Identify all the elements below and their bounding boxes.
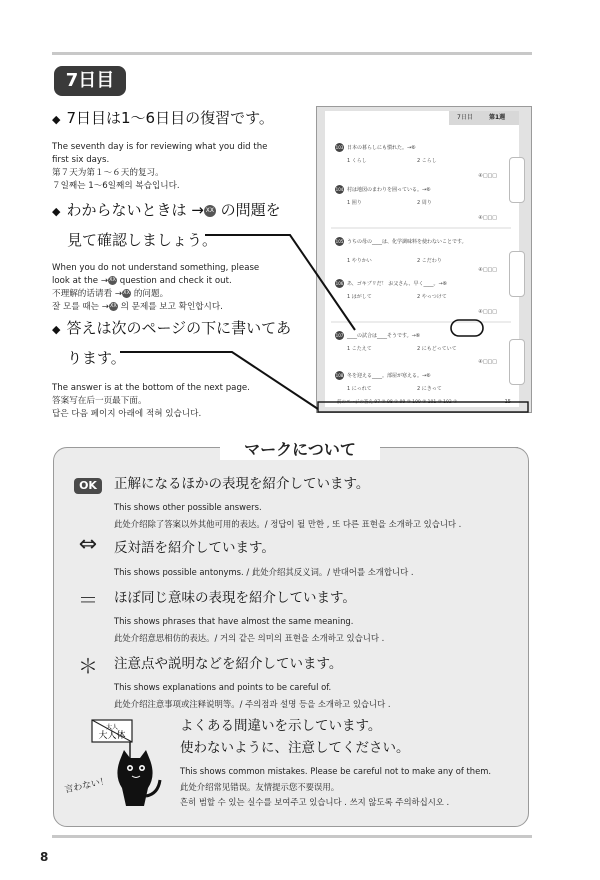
sample-answer-box: ④□□□	[478, 359, 497, 365]
cat-mascot-icon	[86, 716, 166, 812]
sample-page	[325, 111, 519, 407]
mark-zh-ko: 此处介绍除了答案以外其他可用的表达。/ 정답이 될 만한 , 또 다른 표현을 소개하고 있습니다 .	[114, 519, 462, 529]
sample-option: 2 こらし	[417, 158, 437, 164]
sample-question: 105 うちの母の____は、化学調味料を使わないことです。	[335, 239, 467, 245]
top-rule	[52, 52, 532, 55]
sample-question: 103 日本の暮らしにも慣れた。→⑥	[335, 145, 416, 151]
mark-title: 反対語を紹介しています。	[114, 540, 275, 556]
diamond-bullet-icon: ◆	[52, 205, 61, 218]
mark-en: This shows phrases that have almost the same meaning.	[114, 616, 354, 626]
cat-speech: 言わない！	[63, 776, 110, 796]
xx-reference-icon: XX	[204, 205, 216, 217]
mistake-title-2: 使わないように、注意してください。	[180, 740, 410, 756]
sample-side-tab	[509, 251, 525, 297]
ok-icon: OK	[68, 474, 108, 494]
section-answer	[52, 316, 302, 421]
sample-question: 108 冬を迎える____。部屋が寒える。→⑥	[335, 373, 431, 379]
line-en-1: When you do not understand something, please	[52, 263, 260, 273]
section-check-heading: ◆ わからないときは → XX の問題を	[52, 201, 281, 219]
sample-option: 2 やっつけて	[417, 294, 447, 300]
section-answer-heading: ◆ 答えは次のページの下に書いてあ	[52, 319, 292, 337]
sample-option: 1 こたえて	[347, 346, 372, 352]
sample-page-image	[316, 106, 532, 413]
mark-title: 正解になるほかの表現を紹介しています。	[114, 476, 370, 492]
sample-question: 106 あ、ゴキブリだ！ お父さん、早く____。→⑥	[335, 281, 448, 287]
line-en-2: look at the →XX question and check it out.	[52, 276, 232, 286]
sample-option: 1 にっれて	[347, 386, 372, 392]
sample-answer-box: ④□□□	[478, 215, 497, 221]
mark-title: 注意点や説明などを紹介しています。	[114, 656, 343, 672]
xx-reference-icon: XX	[109, 303, 117, 309]
day-badge: 7日目	[54, 66, 126, 96]
sign-top-text: 大人	[105, 724, 119, 731]
sample-option: 2 周り	[417, 200, 432, 206]
mark-en: This shows explanations and points to be careful of.	[114, 682, 332, 692]
xx-reference-icon: XX	[123, 290, 131, 296]
sample-question: 107 ____の試合は____そうです。→⑥	[335, 333, 421, 339]
sample-page-number: 15	[504, 399, 511, 405]
section-review-heading: ◆ 7日目は1～6日目の復習です。	[52, 109, 274, 127]
sample-option: 1 囲り	[347, 200, 362, 206]
section-answer-heading-2: ります。	[67, 349, 126, 367]
section-review	[52, 106, 302, 193]
section-check	[52, 198, 302, 314]
antonym-arrow-icon: ⇔	[78, 532, 98, 557]
line-zh: 第７天为第１～６天的复习。	[52, 168, 164, 178]
diamond-bullet-icon: ◆	[52, 323, 61, 336]
mistake-en: This shows common mistakes. Please be careful not to make any of them.	[180, 766, 492, 776]
sample-option: 2 にきって	[417, 386, 442, 392]
equals-icon: ＝	[78, 588, 98, 612]
line-ko: ７일째는 1～6일째의 복습입니다.	[52, 181, 180, 191]
section-check-heading-2: 見て確認しましょう。	[67, 231, 218, 249]
marks-title: マークについて	[220, 437, 380, 460]
mark-en: This shows other possible answers.	[114, 502, 262, 512]
sample-footer-answers: 前のページの答え 97 ② 98 ① 99 ② 100 ② 101 ② 102 ①	[337, 400, 458, 405]
line-ko: 답은 다음 페이지 아래에 적혀 있습니다.	[52, 409, 202, 419]
sample-option: 2 にもどっていて	[417, 346, 457, 352]
sample-side-tab	[509, 339, 525, 385]
line-en-1: The seventh day is for reviewing what you did the	[52, 142, 268, 152]
asterisk-icon: ＊	[78, 654, 98, 678]
mark-en: This shows possible antonyms. / 此处介绍其反义词。/ 반대어를 소개합니다 .	[114, 567, 414, 577]
sample-option: 1 はがして	[347, 294, 372, 300]
mark-title: ほぼ同じ意味の表現を紹介しています。	[114, 590, 356, 606]
line-ko: 잘 모를 때는 →XX 의 문제를 보고 확인합시다.	[52, 302, 223, 312]
sample-separator	[331, 321, 511, 323]
mistake-title-1: よくある間違いを示しています。	[180, 718, 382, 734]
sample-answer-box: ④□□□	[478, 309, 497, 315]
line-en: The answer is at the bottom of the next page.	[52, 383, 250, 393]
sample-separator	[331, 227, 511, 229]
sample-option: 1 やりかい	[347, 258, 372, 264]
sample-page-header: 7日目 第1週	[449, 111, 519, 125]
sample-side-tab	[509, 157, 525, 203]
mistake-zh: 此处介绍常见错误。友情提示您不要误用。	[180, 782, 340, 792]
line-zh: 答案写在后一页最下面。	[52, 396, 147, 406]
xx-reference-icon: XX	[109, 277, 116, 283]
bottom-rule	[52, 835, 532, 838]
sample-answer-box: ④□□□	[478, 267, 497, 273]
line-zh: 不理解的话请看 →XX 的问题。	[52, 289, 169, 299]
mark-zh-ko: 此处介绍意思相仿的表达。/ 거의 같은 의미의 표현을 소개하고 있습니다 .	[114, 633, 385, 643]
sample-question: 104 村は地図のまわりを囲っている。→⑥	[335, 187, 431, 193]
diamond-bullet-icon: ◆	[52, 113, 61, 126]
sample-option: 1 くらし	[347, 158, 367, 164]
line-en-2: first six days.	[52, 155, 110, 165]
page-number: 8	[40, 850, 49, 864]
sample-option: 2 こだわり	[417, 258, 442, 264]
sign-text: 大人体	[98, 731, 126, 741]
mark-zh-ko: 此处介绍注意事项或注释说明等。/ 주의점과 설명 등을 소개하고 있습니다 .	[114, 699, 391, 709]
mistake-ko: 흔히 범할 수 있는 실수를 보여주고 있습니다 . 쓰지 않도록 주의하십시오 .	[180, 797, 450, 807]
sample-answer-box: ④□□□	[478, 173, 497, 179]
